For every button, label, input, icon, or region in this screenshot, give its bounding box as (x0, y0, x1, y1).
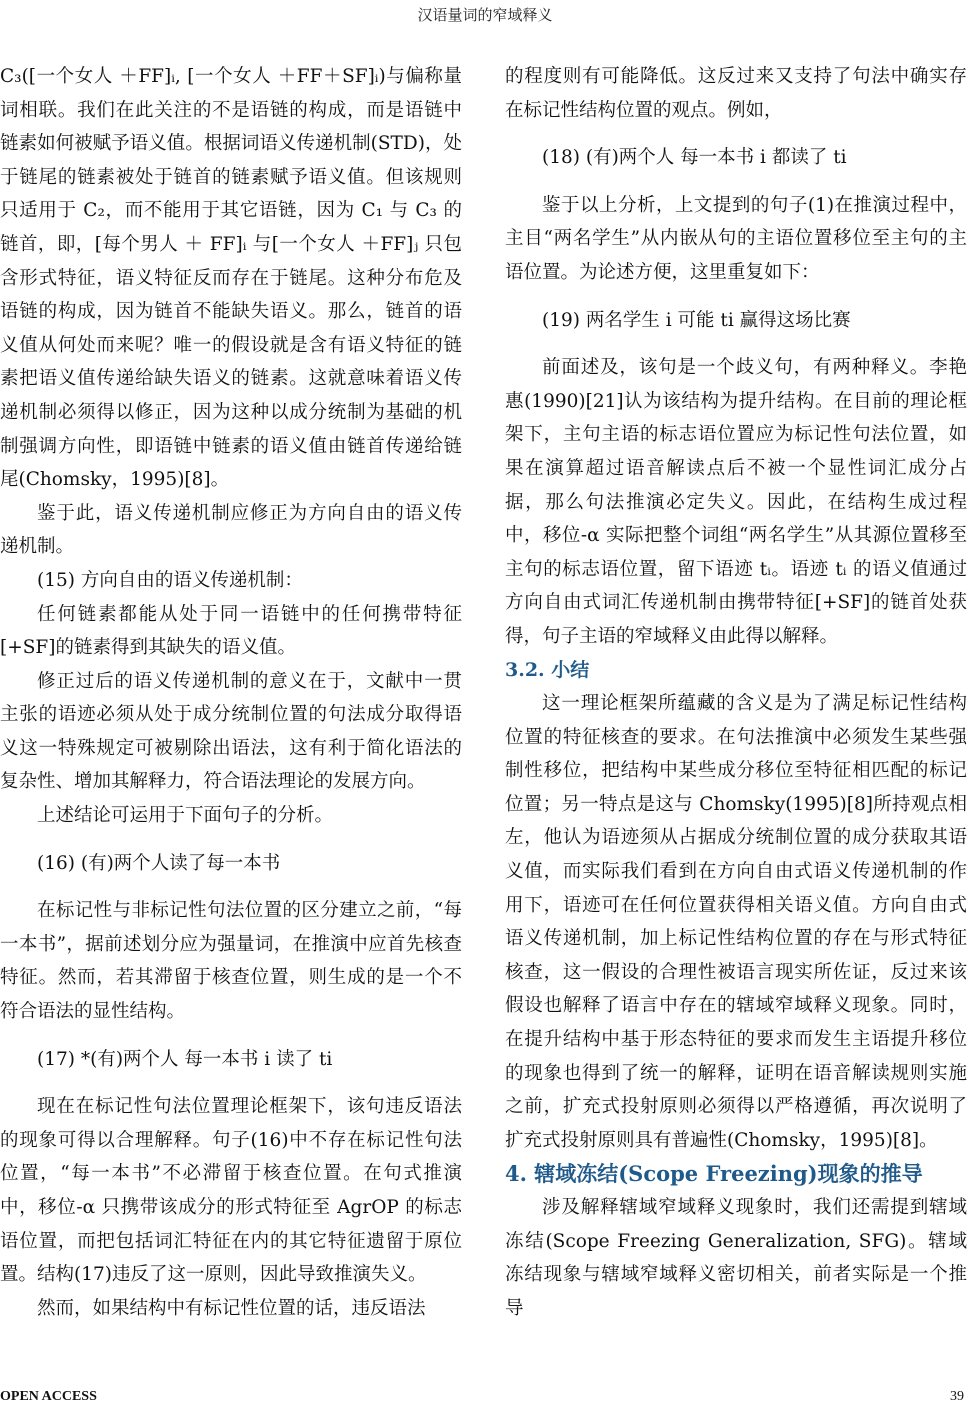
example-17: (17) *(有)两个人 每一本书 i 读了 ti (37, 1048, 333, 1070)
left-column (0, 60, 462, 1325)
running-header: 汉语量词的窄域释义 (417, 6, 553, 24)
paragraph: 涉及解释辖域窄域释义现象时，我们还需提到辖域冻结(Scope Freezing Generalization, SFG)。辖域冻结现象与辖域窄域释义密切相关，前者实际是一个推导 (505, 1197, 967, 1319)
example-18: (18) (有)两个人 每一本书 i 都读了 ti (542, 147, 847, 169)
section-heading-4: 4. 辖域冻结(Scope Freezing)现象的推导 (505, 1161, 923, 1187)
paragraph: 鉴于此，语义传递机制应修正为方向自由的语义传递机制。 (0, 502, 462, 558)
example-19: (19) 两名学生 i 可能 ti 赢得这场比赛 (542, 309, 851, 331)
paragraph: 修正过后的语义传递机制的意义在于，文献中一贯主张的语迹必须从处于成分统制位置的句法成分取得语义这一特殊规定可被剔除出语法，这有利于简化语法的复杂性、增加其解释力，符合语法理论的发展方向。 (0, 670, 462, 793)
paragraph: 然而，如果结构中有标记性位置的话，违反语法 (37, 1297, 426, 1319)
example-15: (15) 方向自由的语义传递机制： (37, 569, 303, 591)
paragraph: 在标记性与非标记性句法位置的区分建立之前，“每一本书”，据前述划分应为强量词，在推演中应首先核查特征。然而，若其滞留于核查位置，则生成的是一个不符合语法的显性结构。 (0, 900, 462, 1023)
right-column (505, 60, 967, 1325)
section-heading-3-2: 3.2. 小结 (505, 658, 590, 681)
paragraph: 这一理论框架所蕴藏的含义是为了满足标记性结构位置的特征核查的要求。在句法推演中必须发生某些强制性移位，把结构中某些成分移位至特征相匹配的标记位置；另一特点是这与 Chomsky(1995)[8]所持观点相左，他认为语迹须从占据成分统制位置的成分获取其语义值，而实际我们看到在方向自由式语义传递机制的作用下，语迹可在任何位置获得相关语义值。方向自由式语义传递机制，加上标记性结构位置的存在与形式特征核查，这一假设的合理性被语言现实所佐证，反过来该假设也解释了语言中存在的辖域窄域释义现象。同时，在提升结构中基于形态特征的要求而发生主语提升移位的现象也得到了统一的解释，证明在语音解读规则实施之前，扩充式投射原则必须得以严格遵循，再次说明了扩充式投射原则具有普遍性(Chomsky，1995)[8]。 (505, 693, 967, 1151)
page-number: 39 (950, 1389, 964, 1404)
paragraph: 现在在标记性句法位置理论框架下，该句违反语法的现象可得以合理解释。句子(16)中不存在标记性句法位置，“每一本书”不必滞留于核查位置。在句式推演中，移位-α 只携带该成分的形式特征至 AgrOP 的标志语位置，而把包括词汇特征在内的其它特征遗留于原位置。结构(17)违反了这一原则，因此导致推演失义。 (0, 1096, 462, 1286)
paragraph: 鉴于以上分析，上文提到的句子(1)在推演过程中，主目“两名学生”从内嵌从句的主语位置移位至主句的主语位置。为论述方便，这里重复如下： (505, 194, 967, 283)
paragraph: C₃([一个女人 ＋FF]ᵢ, [一个女人 ＋FF＋SF]ᵢ)与偏称量词相联。我们在此关注的不是语链的构成，而是语链中链素如何被赋予语义值。根据词语义传递机制(STD)，处于链尾的链素被处于链首的链素赋予语义值。但该规则只适用于 C₂，而不能用于其它语链，因为 C₁ 与 C₃ 的链首，即，[每个男人 ＋ FF]ᵢ 与[一个女人 ＋FF]ⱼ 只包含形式特征，语义特征反而存在于链尾。这种分布危及语链的构成，因为链首不能缺失语义。那么，链首的语义值从何处而来呢？唯一的假设就是含有语义特征的链素把语义值传递给缺失语义的链素。这就意味着语义传递机制必须得以修正，因为这种以成分统制为基础的机制强调方向性，即语链中链素的语义值由链首传递给链尾(Chomsky，1995)[8]。 (0, 66, 462, 491)
paragraph: 上述结论可运用于下面句子的分析。 (37, 805, 334, 827)
paragraph: 的程度则有可能降低。这反过来又支持了句法中确实存在标记性结构位置的观点。例如， (505, 66, 967, 121)
paragraph: 任何链素都能从处于同一语链中的任何携带特征[+SF]的链素得到其缺失的语义值。 (0, 603, 462, 659)
paragraph: 前面述及，该句是一个歧义句，有两种释义。李艳惠(1990)[21]认为该结构为提升结构。在目前的理论框架下，主句主语的标志语位置应为标记性句法位置，如果在演算超过语音解读点后不被一个显性词汇成分占据，那么句法推演必定失义。因此，在结构生成过程中，移位-α 实际把整个词组“两名学生”从其源位置移至主句的标志语位置，留下语迹 tᵢ。语迹 tᵢ 的语义值通过方向自由式词汇传递机制由携带特征[+SF]的链首处获得，句子主语的窄域释义由此得以解释。 (505, 357, 967, 647)
journal-footer: OPEN ACCESS (0, 1389, 97, 1404)
example-16: (16) (有)两个人读了每一本书 (37, 852, 281, 874)
